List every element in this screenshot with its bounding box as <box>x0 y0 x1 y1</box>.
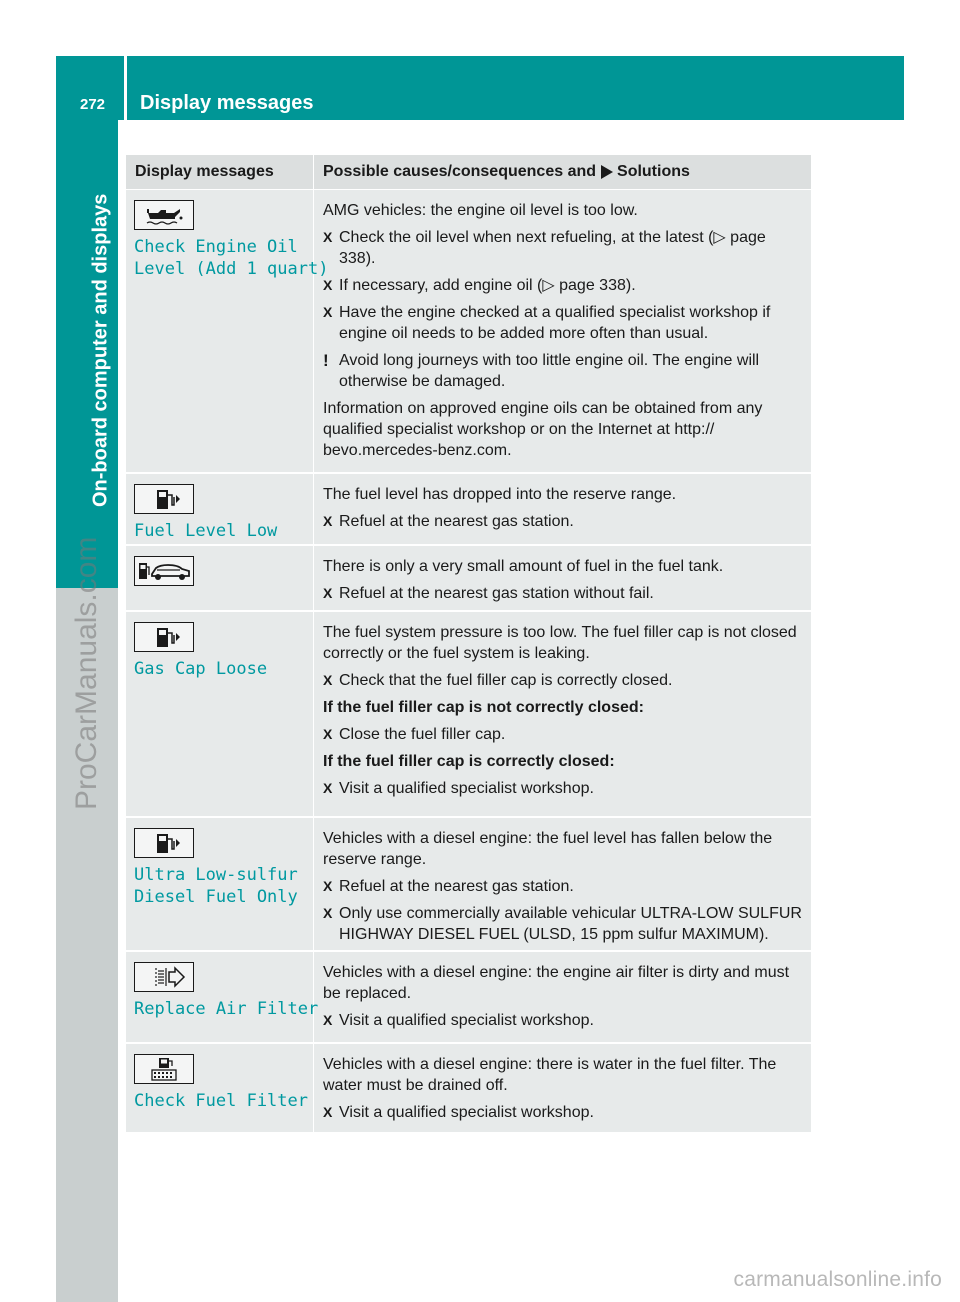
step-text: Visit a qualified specialist workshop. <box>339 780 594 797</box>
table-row <box>126 546 811 612</box>
action-marker-icon: X <box>323 229 333 245</box>
condition-heading: If the fuel filler cap is correctly closed: <box>323 753 615 770</box>
action-marker-icon: X <box>323 304 333 320</box>
table-row <box>126 1044 811 1134</box>
action-marker-icon: X <box>323 1104 333 1120</box>
action-step <box>323 778 803 799</box>
action-marker-icon: X <box>323 905 333 921</box>
fuel-pump-icon <box>134 828 194 858</box>
step-text: Avoid long journeys with too little engine oil. The engine will otherwise be damaged. <box>339 352 760 390</box>
fuel-pump-icon <box>134 484 194 514</box>
column-header-solutions <box>314 155 811 189</box>
step-text: Check the oil level when next refueling, at the latest (▷ page 338). <box>339 229 766 267</box>
step-text: If necessary, add engine oil (▷ page 338). <box>339 277 636 294</box>
step-text: Visit a qualified specialist workshop. <box>339 1012 594 1029</box>
solution-cell <box>314 952 811 1042</box>
solution-cell <box>314 190 811 472</box>
display-message-text: Ultra Low-sulfur Diesel Fuel Only <box>134 865 298 907</box>
action-step <box>323 670 803 691</box>
display-messages-table <box>126 155 811 1134</box>
fuel-pump-icon <box>134 622 194 652</box>
solution-cell <box>314 474 811 544</box>
cause-text: Vehicles with a diesel engine: the engine air filter is dirty and must be replaced. <box>323 964 790 1002</box>
solution-cell <box>314 546 811 610</box>
action-step <box>323 275 803 296</box>
message-cell <box>126 190 329 472</box>
column-header-solutions-text: Possible causes/consequences and <box>323 163 597 180</box>
display-message-text: Check Engine Oil Level (Add 1 quart) <box>134 237 329 279</box>
cause-text: AMG vehicles: the engine oil level is too low. <box>323 202 638 219</box>
action-marker-icon: X <box>323 878 333 894</box>
action-marker-icon: X <box>323 1012 333 1028</box>
cause-text: Information on approved engine oils can be obtained from any qualified specialist workshop or on the Internet at http:// bevo.mercedes-benz.com. <box>323 400 763 459</box>
warning-icon: ! <box>323 351 329 370</box>
condition-heading: If the fuel filler cap is not correctly closed: <box>323 699 644 716</box>
air-filter-icon <box>134 962 194 992</box>
table-body <box>126 190 811 1134</box>
action-marker-icon: X <box>323 672 333 688</box>
fuel-car-icon <box>134 556 194 586</box>
cause-text: The fuel system pressure is too low. The fuel filler cap is not closed correctly or the fuel system is leaking. <box>323 624 797 662</box>
display-message-text: Check Fuel Filter <box>134 1091 308 1111</box>
arrow-right-icon <box>601 165 613 179</box>
message-cell <box>126 818 314 950</box>
column-header-messages: Display messages <box>126 155 314 189</box>
fuel-filter-icon <box>134 1054 194 1084</box>
action-step <box>323 583 803 604</box>
action-step <box>323 724 803 745</box>
oil-can-icon <box>134 200 194 230</box>
side-watermark <box>70 420 116 810</box>
action-marker-icon: X <box>323 780 333 796</box>
display-message-text: Gas Cap Loose <box>134 659 268 679</box>
message-cell <box>126 1044 314 1132</box>
action-step <box>323 1010 803 1031</box>
step-text: Have the engine checked at a qualified specialist workshop if engine oil needs to be added more often than usual. <box>339 304 771 342</box>
action-step <box>323 227 803 269</box>
action-marker-icon: X <box>323 277 333 293</box>
header-divider <box>124 56 127 120</box>
bottom-watermark: carmanualsonline.info <box>733 1268 942 1291</box>
step-text: Close the fuel filler cap. <box>339 726 506 743</box>
action-marker-icon: X <box>323 513 333 529</box>
step-text: Refuel at the nearest gas station without fail. <box>339 585 654 602</box>
side-tab-label: On-board computer and displays <box>89 193 112 507</box>
action-marker-icon: X <box>323 585 333 601</box>
column-header-solutions-suffix: Solutions <box>617 163 690 180</box>
message-cell <box>126 546 314 610</box>
cause-text: The fuel level has dropped into the reserve range. <box>323 486 677 503</box>
message-cell <box>126 952 319 1042</box>
step-text: Visit a qualified specialist workshop. <box>339 1104 594 1121</box>
table-row <box>126 474 811 546</box>
warning-note <box>323 350 803 392</box>
table-header <box>126 155 811 190</box>
step-text: Refuel at the nearest gas station. <box>339 878 574 895</box>
page-title: Display messages <box>140 92 314 114</box>
action-step <box>323 511 803 532</box>
cause-text: There is only a very small amount of fuel in the fuel tank. <box>323 558 724 575</box>
display-message-text: Replace Air Filter <box>134 999 319 1019</box>
table-row <box>126 952 811 1044</box>
side-watermark-text: ProCarManuals.com <box>70 536 103 810</box>
solution-cell <box>314 1044 811 1132</box>
cause-text: Vehicles with a diesel engine: the fuel level has fallen below the reserve range. <box>323 830 773 868</box>
cause-text: Vehicles with a diesel engine: there is water in the fuel filter. The water must be drained off. <box>323 1056 777 1094</box>
page-number: 272 <box>80 96 106 113</box>
display-message-text: Fuel Level Low <box>134 521 278 541</box>
step-text: Only use commercially available vehicular ULTRA-LOW SULFUR HIGHWAY DIESEL FUEL (ULSD, 15 ppm sulfur MAXIMUM). <box>339 905 802 943</box>
solution-cell <box>314 818 811 950</box>
step-text: Check that the fuel filler cap is correctly closed. <box>339 672 673 689</box>
table-row <box>126 612 811 818</box>
action-marker-icon: X <box>323 726 333 742</box>
table-row <box>126 818 811 952</box>
action-step <box>323 302 803 344</box>
message-cell <box>126 474 314 544</box>
action-step <box>323 876 803 897</box>
step-text: Refuel at the nearest gas station. <box>339 513 574 530</box>
action-step <box>323 903 803 945</box>
message-cell <box>126 612 314 816</box>
solution-cell <box>314 612 811 816</box>
table-row <box>126 190 811 474</box>
action-step <box>323 1102 803 1123</box>
